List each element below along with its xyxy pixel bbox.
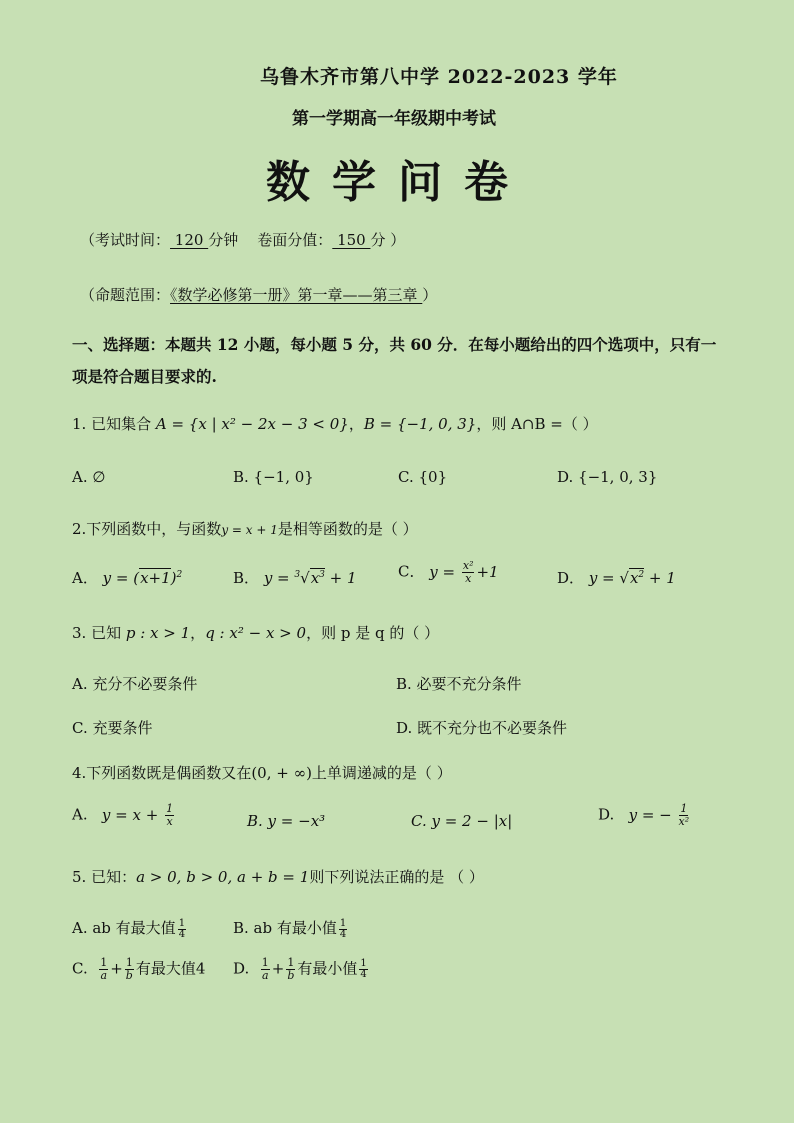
question-2-option-c: C． y = $\frac{\text{x²}}{x}$ +1 xyxy=(398,559,499,585)
question-5-option-d: D. $\frac{1}{a}$ + $\frac{1}{b}$ 有最小值 $\frac{1}{4}$ xyxy=(233,956,367,982)
school-title: 乌鲁木齐市第八中学 2022-2023 学年 xyxy=(260,66,618,88)
question-4-option-d: D. y = − $\frac{1}{\text{x²}}$ xyxy=(598,802,690,828)
question-5-option-c: C. $\frac{1}{a}$ + $\frac{1}{b}$ 有最大值4 xyxy=(72,956,206,982)
question-1-option-b: B. {−1, 0} xyxy=(233,468,314,486)
question-5-stem: 5. 已知：a > 0, b > 0, a + b = 1则下列说法正确的是 （ ） xyxy=(72,868,484,886)
question-1-option-a: A. ∅ xyxy=(72,468,106,486)
question-2-stem: 2.下列函数中，与函数y = x + 1是相等函数的是（ ） xyxy=(72,520,418,538)
question-5-option-a: A. ab 有最大值 $\frac{1}{4}$ xyxy=(72,917,186,940)
question-1-stem: 1. 已知集合 A = {x | x² − 2x − 3 < 0}，B = {−1, 0, 3}，则 A∩B =（ ） xyxy=(72,415,598,433)
question-3-stem: 3. 已知 p : x > 1，q : x² − x > 0，则 p 是 q 的（ ） xyxy=(72,624,440,642)
question-4-option-c: C. y = 2 − |x| xyxy=(411,812,513,830)
section-heading-line1: 一、选择题：本题共 12 小题，每小题 5 分，共 60 分．在每小题给出的四个选项中，只有一 xyxy=(72,335,717,354)
question-5-option-b: B. ab 有最小值 $\frac{1}{4}$ xyxy=(233,917,347,940)
question-4-option-a: A. y = x + $\frac{1}{x}$ xyxy=(72,802,174,828)
term-title: 第一学期高一年级期中考试 xyxy=(292,109,496,129)
subject-title: 数学问卷 xyxy=(266,157,530,208)
question-2-option-b: B． $y = ^3√x^3 + 1$ xyxy=(233,569,357,587)
exam-scope-info: （命题范围：《数学必修第一册》第一章——第三章 ） xyxy=(80,286,438,304)
question-4-option-b: B. y = −x³ xyxy=(247,812,326,830)
question-4-stem: 4.下列函数既是偶函数又在(0, + ∞)上单调递减的是（ ） xyxy=(72,764,452,782)
question-3-option-b: B. 必要不充分条件 xyxy=(396,675,522,693)
question-3-option-c: C. 充要条件 xyxy=(72,719,153,737)
question-1-option-c: C. {0} xyxy=(398,468,448,486)
question-3-option-a: A. 充分不必要条件 xyxy=(72,675,198,693)
question-1-option-d: D. {−1, 0, 3} xyxy=(557,468,658,486)
question-2-option-a: A． $y = (x+1)^2$ xyxy=(72,569,183,587)
question-3-option-d: D. 既不充分也不必要条件 xyxy=(396,719,568,737)
section-heading-line2: 项是符合题目要求的. xyxy=(72,367,217,386)
question-2-option-d: D． $y = √x^2 + 1$ xyxy=(557,569,676,587)
exam-time-info: （考试时间： 120 分钟 卷面分值： 150 分 ） xyxy=(80,231,406,249)
